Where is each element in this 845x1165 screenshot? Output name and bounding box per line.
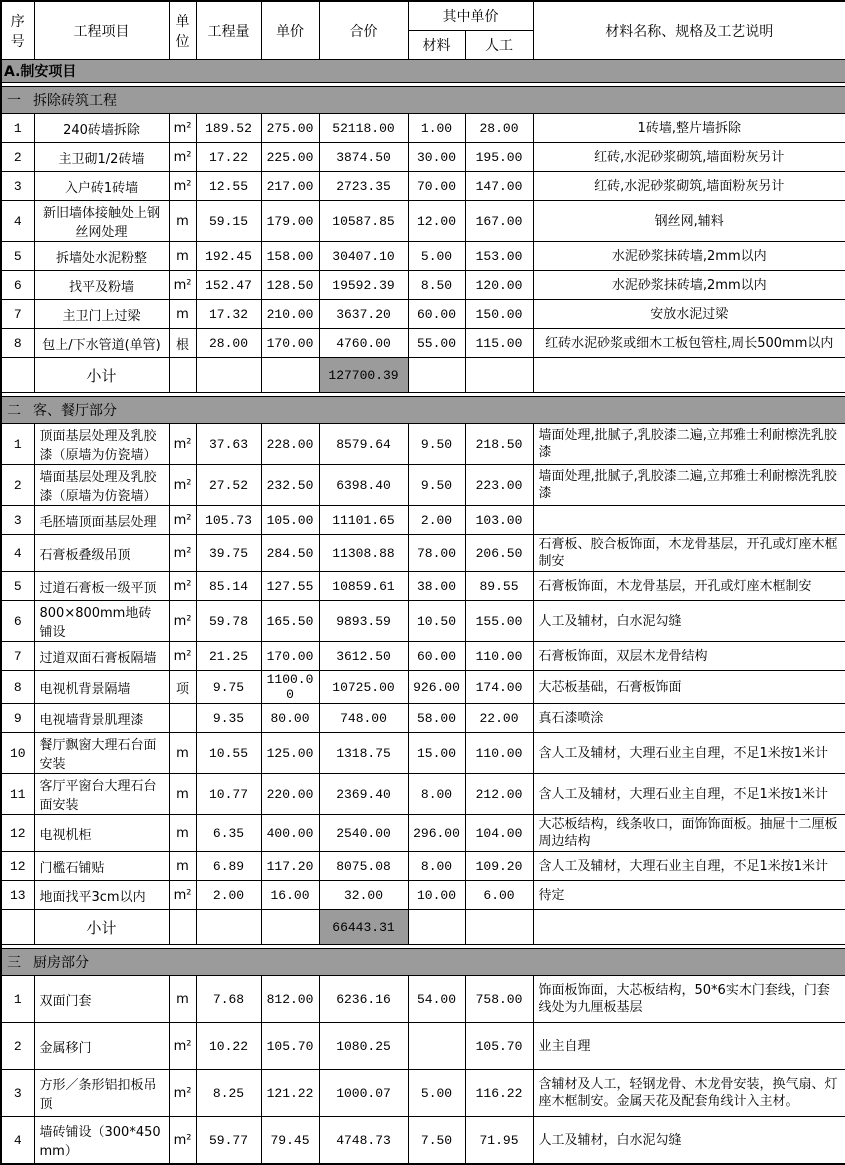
cell-project-name: 主卫砌1/2砖墙 [34,143,169,172]
cell-unit-price: 228.00 [261,424,319,465]
cell-quantity: 12.55 [196,172,261,201]
cell-unit-price: 80.00 [261,704,319,733]
cell-total: 6398.40 [319,465,408,506]
cell-unit-price: 179.00 [261,201,319,242]
cell-labor-price: 150.00 [465,300,533,329]
cell-total: 10859.61 [319,572,408,601]
cell-serial: 6 [1,271,34,300]
cell-material-price: 55.00 [408,329,465,358]
cell-labor-price: 174.00 [465,671,533,704]
cell-unit: m [169,852,196,881]
table-row [1,572,845,601]
cell-unit: m² [169,114,196,143]
cell-unit: m [169,976,196,1023]
table-row [1,1023,845,1070]
table-row [1,329,845,358]
cell-spec-note: 含人工及辅材，大理石业主自理，不足1米按1米计 [533,774,845,815]
cell-quantity: 39.75 [196,535,261,572]
cell-quantity: 10.22 [196,1023,261,1070]
table-row [1,271,845,300]
cell-project-name: 石膏板叠级吊顶 [34,535,169,572]
section-header-row [1,397,845,424]
header-col-unit-price: 单价 [261,1,319,60]
header-col-labor: 人工 [465,31,533,60]
cell-spec-note: 红砖,水泥砂浆砌筑,墙面粉灰另计 [533,172,845,201]
cell-labor-price: 115.00 [465,329,533,358]
cell-unit-price: 217.00 [261,172,319,201]
subtotal-value: 127700.39 [319,358,408,393]
cell-unit: m² [169,881,196,910]
cell-serial: 4 [1,1117,34,1165]
cell-unit: m [169,242,196,271]
cell-spec-note: 人工及辅材，白水泥勾缝 [533,1117,845,1165]
header-col-spec: 材料名称、规格及工艺说明 [533,1,845,60]
cell-quantity: 59.15 [196,201,261,242]
cell-material-price: 9.50 [408,424,465,465]
cell-labor-price: 22.00 [465,704,533,733]
cell-total: 8075.08 [319,852,408,881]
cell-total: 4748.73 [319,1117,408,1165]
cell-serial: 7 [1,300,34,329]
cell-material-price: 60.00 [408,642,465,671]
cell-labor-price: 120.00 [465,271,533,300]
cell-material-price: 15.00 [408,733,465,774]
section-a-title: A.制安项目 [1,60,845,83]
cell-unit: m² [169,506,196,535]
cell-quantity: 17.32 [196,300,261,329]
cell-quantity: 9.35 [196,704,261,733]
cell-unit-price: 165.50 [261,601,319,642]
cell-project-name: 方形／条形铝扣板吊顶 [34,1070,169,1117]
table-row [1,201,845,242]
cell-total: 3874.50 [319,143,408,172]
cell-unit: m² [169,601,196,642]
cell-project-name: 双面门套 [34,976,169,1023]
cell-labor-price: 195.00 [465,143,533,172]
cell-total: 19592.39 [319,271,408,300]
cell-unit: 项 [169,671,196,704]
cell-unit-price: 121.22 [261,1070,319,1117]
cell-material-price: 926.00 [408,671,465,704]
cell-project-name: 电视墙背景肌理漆 [34,704,169,733]
cell-serial: 12 [1,815,34,852]
section-header-row [1,949,845,976]
table-row [1,733,845,774]
cell-unit-price: 220.00 [261,774,319,815]
cell-spec-note: 墙面处理,批腻子,乳胶漆二遍,立邦雅士利耐檫洗乳胶漆 [533,465,845,506]
header-col-unit: 单位 [169,1,196,60]
cell-project-name: 客厅平窗台大理石台面安装 [34,774,169,815]
cell-total: 3612.50 [319,642,408,671]
cell-serial: 2 [1,1023,34,1070]
cell-material-price: 58.00 [408,704,465,733]
cell-total: 52118.00 [319,114,408,143]
cell-project-name: 主卫门上过梁 [34,300,169,329]
cell-unit: m² [169,535,196,572]
cell-project-name: 地面找平3cm以内 [34,881,169,910]
cell-spec-note: 墙面处理,批腻子,乳胶漆二遍,立邦雅士利耐檫洗乳胶漆 [533,424,845,465]
table-header [1,1,845,60]
cell-quantity: 59.77 [196,1117,261,1165]
cell-project-name: 门檻石铺贴 [34,852,169,881]
header-col-project: 工程项目 [34,1,169,60]
cell-material-price: 12.00 [408,201,465,242]
cell-project-name: 找平及粉墙 [34,271,169,300]
cell-labor-price: 110.00 [465,642,533,671]
cell-unit-price: 127.55 [261,572,319,601]
cell-labor-price: 206.50 [465,535,533,572]
section-a-banner-row [1,60,845,83]
section-number: 一 [7,93,21,109]
cell-serial: 5 [1,572,34,601]
cell-project-name: 240砖墙拆除 [34,114,169,143]
cell-unit: 根 [169,329,196,358]
cell-labor-price: 104.00 [465,815,533,852]
cell-project-name: 拆墙处水泥粉整 [34,242,169,271]
cell-labor-price: 223.00 [465,465,533,506]
cell-material-price: 5.00 [408,242,465,271]
section-number: 三 [7,955,21,971]
cell-spec-note [533,506,845,535]
cell-spec-note: 含辅材及人工，轻钢龙骨、木龙骨安装，换气扇、灯座木框制安。金属天花及配套角线计入主材。 [533,1070,845,1117]
cell-labor-price: 758.00 [465,976,533,1023]
cell-project-name: 包上/下水管道(单管) [34,329,169,358]
cell-labor-price: 212.00 [465,774,533,815]
cell-quantity: 9.75 [196,671,261,704]
cell-unit-price: 1100.00 [261,671,319,704]
cell-material-price: 7.50 [408,1117,465,1165]
cell-spec-note: 红砖水泥砂浆或细木工板包管柱,周长500mm以内 [533,329,845,358]
header-col-serial: 序号 [1,1,34,60]
cell-serial: 3 [1,506,34,535]
table-row [1,114,845,143]
cell-labor-price: 147.00 [465,172,533,201]
cell-material-price: 8.00 [408,774,465,815]
cell-spec-note: 待定 [533,881,845,910]
cell-quantity: 2.00 [196,881,261,910]
cell-material-price: 8.00 [408,852,465,881]
cell-material-price: 296.00 [408,815,465,852]
cell-unit-price: 284.50 [261,535,319,572]
cell-unit: m [169,733,196,774]
section-title: 厨房部分 [33,955,89,971]
section-title: 拆除砖筑工程 [33,93,117,109]
cell-quantity: 21.25 [196,642,261,671]
cell-labor-price: 153.00 [465,242,533,271]
cell-quantity: 189.52 [196,114,261,143]
cell-unit-price: 275.00 [261,114,319,143]
cell-unit-price: 158.00 [261,242,319,271]
cell-total: 4760.00 [319,329,408,358]
cell-serial: 7 [1,642,34,671]
cell-project-name: 顶面基层处理及乳胶漆（原墙为仿瓷墙） [34,424,169,465]
cell-quantity: 152.47 [196,271,261,300]
cell-labor-price: 109.20 [465,852,533,881]
subtotal-row [1,358,845,393]
subtotal-value: 66443.31 [319,910,408,945]
cell-labor-price: 116.22 [465,1070,533,1117]
cell-spec-note: 饰面板饰面，大芯板结构，50*6实木门套线，门套线处为九厘板基层 [533,976,845,1023]
cell-quantity: 105.73 [196,506,261,535]
cell-labor-price: 28.00 [465,114,533,143]
cell-material-price: 38.00 [408,572,465,601]
cell-labor-price: 167.00 [465,201,533,242]
cell-total: 11308.88 [319,535,408,572]
table-row [1,671,845,704]
cell-project-name: 金属移门 [34,1023,169,1070]
cell-material-price: 78.00 [408,535,465,572]
cell-spec-note: 红砖,水泥砂浆砌筑,墙面粉灰另计 [533,143,845,172]
cell-serial: 2 [1,465,34,506]
cell-material-price: 54.00 [408,976,465,1023]
cell-labor-price: 105.70 [465,1023,533,1070]
cell-serial: 8 [1,329,34,358]
cell-quantity: 85.14 [196,572,261,601]
header-col-among-unit-price: 其中单价 [408,1,533,31]
cell-material-price: 2.00 [408,506,465,535]
table-row [1,172,845,201]
table-row [1,465,845,506]
cell-project-name: 800×800mm地砖铺设 [34,601,169,642]
cell-quantity: 10.55 [196,733,261,774]
cell-total: 10587.85 [319,201,408,242]
cell-unit: m [169,774,196,815]
cell-unit-price: 105.00 [261,506,319,535]
cell-total: 30407.10 [319,242,408,271]
cell-spec-note: 含人工及辅材，大理石业主自理，不足1米按1米计 [533,733,845,774]
cell-spec-note: 人工及辅材，白水泥勾缝 [533,601,845,642]
table-row [1,815,845,852]
cell-material-price: 8.50 [408,271,465,300]
cell-quantity: 10.77 [196,774,261,815]
cell-spec-note: 水泥砂浆抹砖墙,2mm以内 [533,271,845,300]
cell-unit-price: 170.00 [261,329,319,358]
cell-material-price: 30.00 [408,143,465,172]
cell-spec-note: 1砖墙,整片墙拆除 [533,114,845,143]
cell-unit: m² [169,172,196,201]
cell-serial: 13 [1,881,34,910]
cell-serial: 8 [1,671,34,704]
cell-labor-price: 71.95 [465,1117,533,1165]
cell-project-name: 新旧墙体接触处上钢丝网处理 [34,201,169,242]
cell-spec-note: 真石漆喷涂 [533,704,845,733]
cell-serial: 10 [1,733,34,774]
cell-serial: 3 [1,172,34,201]
subtotal-row [1,910,845,945]
cell-total: 2369.40 [319,774,408,815]
cell-material-price: 10.50 [408,601,465,642]
cell-unit: m² [169,271,196,300]
cell-spec-note: 石膏板饰面，双层木龙骨结构 [533,642,845,671]
cell-project-name: 餐厅飘窗大理石台面安装 [34,733,169,774]
cell-labor-price: 218.50 [465,424,533,465]
table-row [1,143,845,172]
table-row [1,1070,845,1117]
cell-unit-price: 400.00 [261,815,319,852]
cell-spec-note: 水泥砂浆抹砖墙,2mm以内 [533,242,845,271]
table-row [1,535,845,572]
table-row [1,601,845,642]
cell-total: 1318.75 [319,733,408,774]
cell-unit: m [169,300,196,329]
cell-project-name: 过道双面石膏板隔墙 [34,642,169,671]
cell-unit-price: 170.00 [261,642,319,671]
cell-unit-price: 105.70 [261,1023,319,1070]
cell-spec-note: 安放水泥过梁 [533,300,845,329]
header-col-material: 材料 [408,31,465,60]
cell-unit-price: 117.20 [261,852,319,881]
cell-serial: 5 [1,242,34,271]
subtotal-label: 小计 [34,910,169,945]
table-row [1,774,845,815]
cell-project-name: 毛胚墙顶面基层处理 [34,506,169,535]
cell-unit: m² [169,143,196,172]
cell-unit-price: 232.50 [261,465,319,506]
cell-serial: 6 [1,601,34,642]
cell-unit-price: 225.00 [261,143,319,172]
cell-quantity: 17.22 [196,143,261,172]
table-row [1,1117,845,1165]
cell-spec-note: 石膏板饰面，木龙骨基层，开孔或灯座木框制安 [533,572,845,601]
cell-unit: m [169,201,196,242]
cell-spec-note: 含人工及辅材，大理石业主自理，不足1米按1米计 [533,852,845,881]
cell-unit: m² [169,1070,196,1117]
cell-quantity: 28.00 [196,329,261,358]
cell-serial: 9 [1,704,34,733]
cell-total: 6236.16 [319,976,408,1023]
cell-serial: 3 [1,1070,34,1117]
cell-material-price [408,1023,465,1070]
cell-project-name: 墙面基层处理及乳胶漆（原墙为仿瓷墙） [34,465,169,506]
cell-quantity: 192.45 [196,242,261,271]
section-header-row [1,87,845,114]
cell-serial: 11 [1,774,34,815]
cell-quantity: 8.25 [196,1070,261,1117]
cell-labor-price: 155.00 [465,601,533,642]
table-row [1,242,845,271]
cell-serial: 4 [1,535,34,572]
table-row [1,424,845,465]
cell-total: 1080.25 [319,1023,408,1070]
section-title: 客、餐厅部分 [33,403,117,419]
cell-material-price: 1.00 [408,114,465,143]
cell-project-name: 电视机柜 [34,815,169,852]
cell-total: 2723.35 [319,172,408,201]
cell-labor-price: 110.00 [465,733,533,774]
cell-quantity: 59.78 [196,601,261,642]
cell-unit-price: 812.00 [261,976,319,1023]
cell-material-price: 5.00 [408,1070,465,1117]
cell-unit-price: 210.00 [261,300,319,329]
header-col-total: 合价 [319,1,408,60]
cell-total: 1000.07 [319,1070,408,1117]
cell-quantity: 6.89 [196,852,261,881]
cell-quantity: 7.68 [196,976,261,1023]
cell-total: 9893.59 [319,601,408,642]
cell-serial: 1 [1,114,34,143]
subtotal-label: 小计 [34,358,169,393]
cell-total: 748.00 [319,704,408,733]
cell-quantity: 37.63 [196,424,261,465]
section-number: 二 [7,403,21,419]
cell-project-name: 过道石膏板一级平顶 [34,572,169,601]
cell-material-price: 60.00 [408,300,465,329]
cell-serial: 1 [1,424,34,465]
cell-material-price: 10.00 [408,881,465,910]
cell-total: 11101.65 [319,506,408,535]
cell-unit: m² [169,572,196,601]
cell-unit: m² [169,465,196,506]
cell-unit-price: 125.00 [261,733,319,774]
cell-quantity: 27.52 [196,465,261,506]
table-row [1,506,845,535]
cell-unit: m² [169,1117,196,1165]
cell-spec-note: 大芯板结构，线条收口，面饰饰面板。抽屉十二厘板周边结构 [533,815,845,852]
table-row [1,976,845,1023]
cell-total: 8579.64 [319,424,408,465]
cell-total: 3637.20 [319,300,408,329]
table-row [1,704,845,733]
cell-serial: 12 [1,852,34,881]
cell-serial: 2 [1,143,34,172]
table-row [1,642,845,671]
cell-labor-price: 89.55 [465,572,533,601]
cell-material-price: 70.00 [408,172,465,201]
cell-unit-price: 128.50 [261,271,319,300]
cell-serial: 4 [1,201,34,242]
cell-total: 32.00 [319,881,408,910]
table-row [1,852,845,881]
cell-unit: m² [169,424,196,465]
cell-material-price: 9.50 [408,465,465,506]
cell-spec-note: 业主自理 [533,1023,845,1070]
cell-total: 2540.00 [319,815,408,852]
cell-labor-price: 103.00 [465,506,533,535]
cell-unit-price: 79.45 [261,1117,319,1165]
cell-unit-price: 16.00 [261,881,319,910]
header-col-quantity: 工程量 [196,1,261,60]
cell-total: 10725.00 [319,671,408,704]
cell-unit: m² [169,642,196,671]
cell-spec-note: 石膏板、胶合板饰面，木龙骨基层，开孔或灯座木框制安 [533,535,845,572]
cell-labor-price: 6.00 [465,881,533,910]
cell-unit: m [169,815,196,852]
cell-quantity: 6.35 [196,815,261,852]
cell-project-name: 电视机背景隔墙 [34,671,169,704]
cell-spec-note: 钢丝网,辅料 [533,201,845,242]
cell-spec-note: 大芯板基础，石膏板饰面 [533,671,845,704]
cell-project-name: 墙砖铺设（300*450mm） [34,1117,169,1165]
table-row [1,300,845,329]
cell-unit [169,704,196,733]
cell-project-name: 入户砖1砖墙 [34,172,169,201]
cell-unit: m² [169,1023,196,1070]
cell-serial: 1 [1,976,34,1023]
table-row [1,881,845,910]
